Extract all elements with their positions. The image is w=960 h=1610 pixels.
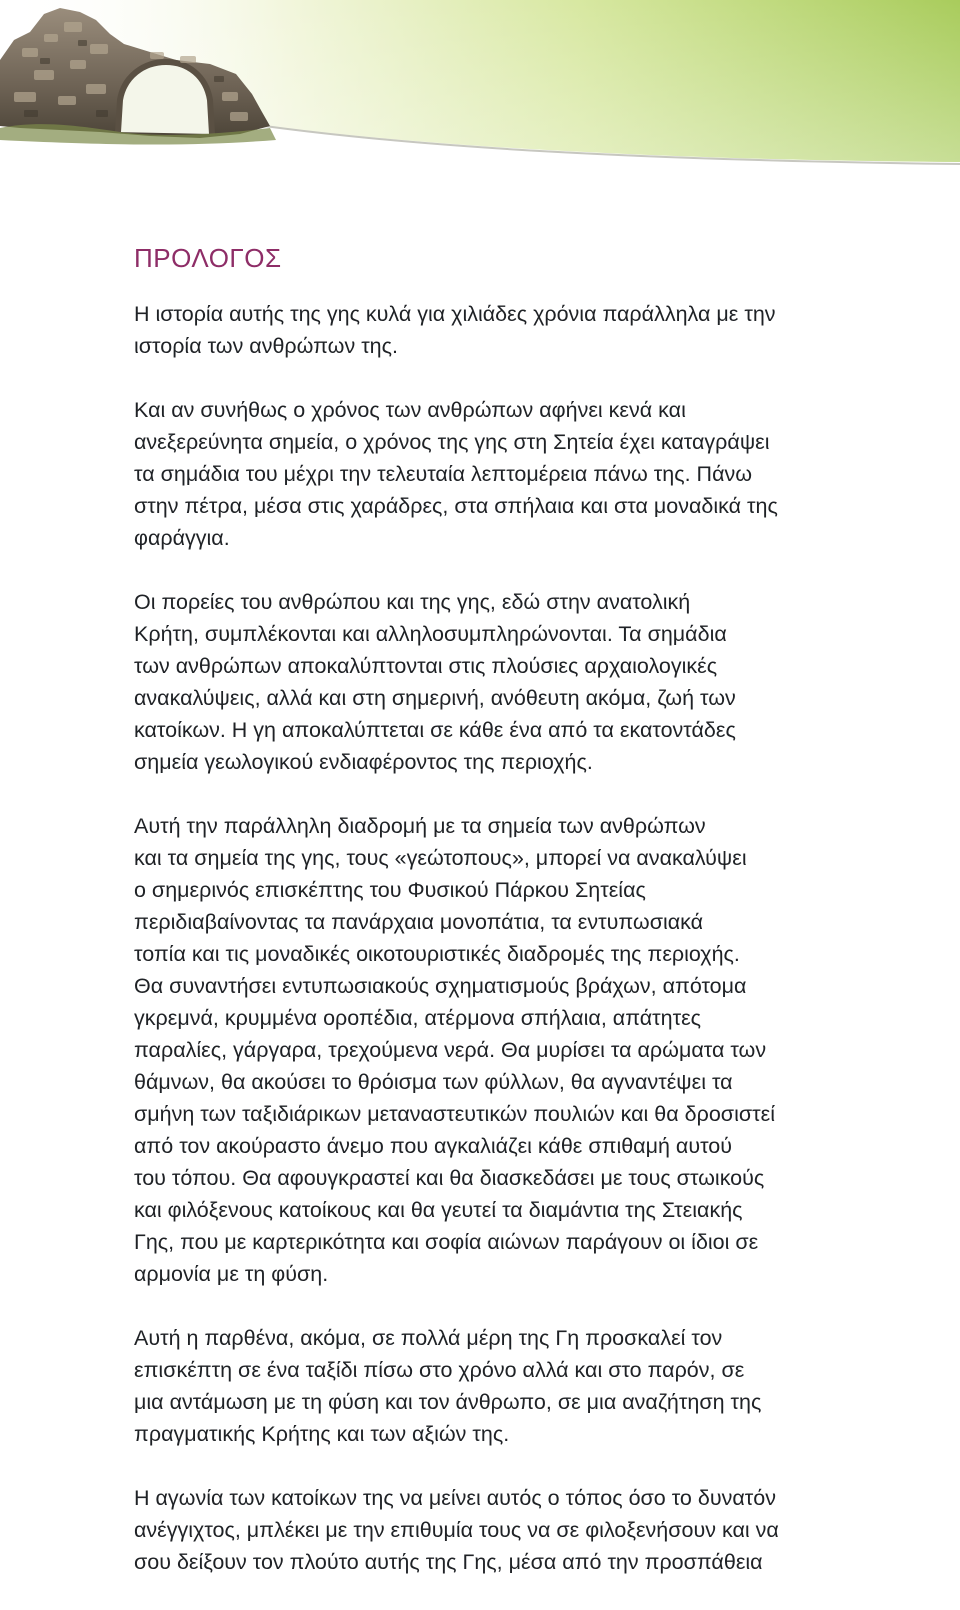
paragraph-line: γκρεμνά, κρυμμένα οροπέδια, ατέρμονα σπήλαια, απάτητες <box>134 1006 702 1030</box>
paragraph-line: των ανθρώπων αποκαλύπτονται στις πλούσιες αρχαιολογικές <box>134 654 718 678</box>
paragraph-2 <box>134 394 894 554</box>
paragraph-line: σμήνη των ταξιδιάρικων μεταναστευτικών πουλιών και θα δροσιστεί <box>134 1102 775 1126</box>
ruins-banner-image <box>0 0 960 170</box>
paragraph-line: από τον ακούραστο άνεμο που αγκαλιάζει κάθε σπιθαμή αυτού <box>134 1134 733 1158</box>
paragraph-line: ανεξερεύνητα σημεία, ο χρόνος της γης στη Σητεία έχει καταγράψει <box>134 430 770 454</box>
prologue-content <box>134 240 894 1610</box>
paragraph-line: τα σημάδια του μέχρι την τελευταία λεπτομέρεια πάνω της. Πάνω <box>134 462 753 486</box>
paragraph-line: Η αγωνία των κατοίκων της να μείνει αυτός ο τόπος όσο το δυνατόν <box>134 1486 776 1510</box>
paragraph-line: επισκέπτη σε ένα ταξίδι πίσω στο χρόνο αλλά και στο παρόν, σε <box>134 1358 745 1382</box>
paragraph-line: Αυτή την παράλληλη διαδρομή με τα σημεία των ανθρώπων <box>134 814 706 838</box>
paragraph-line: πραγματικής Κρήτης και των αξιών της. <box>134 1422 510 1446</box>
paragraph-4 <box>134 810 894 1290</box>
paragraph-line: Θα συναντήσει εντυπωσιακούς σχηματισμούς βράχων, απότομα <box>134 974 747 998</box>
paragraph-5 <box>134 1322 894 1450</box>
paragraph-line: ο σημερινός επισκέπτης του Φυσικού Πάρκου Σητείας <box>134 878 646 902</box>
paragraph-line: σημεία γεωλογικού ενδιαφέροντος της περιοχής. <box>134 750 593 774</box>
paragraph-line: στην πέτρα, μέσα στις χαράδρες, στα σπήλαια και στα μοναδικά της <box>134 494 778 518</box>
paragraph-line: Οι πορείες του ανθρώπου και της γης, εδώ στην ανατολική <box>134 590 691 614</box>
paragraph-6 <box>134 1482 894 1578</box>
paragraph-line: και τα σημεία της γης, τους «γεώτοπους», μπορεί να ανακαλύψει <box>134 846 747 870</box>
paragraph-line: κατοίκων. Η γη αποκαλύπτεται σε κάθε ένα από τα εκατοντάδες <box>134 718 736 742</box>
paragraph-line: του τόπου. Θα αφουγκραστεί και θα διασκεδάσει με τους στωικούς <box>134 1166 765 1190</box>
paragraph-line: θάμνων, θα ακούσει το θρόισμα των φύλλων, θα αγναντέψει τα <box>134 1070 733 1094</box>
paragraph-line: τοπία και τις μοναδικές οικοτουριστικές διαδρομές της περιοχής. <box>134 942 740 966</box>
paragraph-line: Κρήτη, συμπλέκονται και αλληλοσυμπληρώνονται. Τα σημάδια <box>134 622 727 646</box>
paragraph-1 <box>134 298 894 362</box>
paragraph-line: μια αντάμωση με τη φύση και τον άνθρωπο, σε μια αναζήτηση της <box>134 1390 762 1414</box>
paragraph-line: Αυτή η παρθένα, ακόμα, σε πολλά μέρη της Γη προσκαλεί τον <box>134 1326 723 1350</box>
paragraph-line: και φιλόξενους κατοίκους και θα γευτεί τα διαμάντια της Στειακής <box>134 1198 743 1222</box>
paragraph-line: ιστορία των ανθρώπων της. <box>134 334 398 358</box>
paragraph-line: Η ιστορία αυτής της γης κυλά για χιλιάδες χρόνια παράλληλα με την <box>134 302 776 326</box>
paragraph-line: ανέγγιχτος, μπλέκει με την επιθυμία τους να σε φιλοξενήσουν και να <box>134 1518 779 1542</box>
paragraph-line: αρμονία με τη φύση. <box>134 1262 329 1286</box>
paragraph-line: περιδιαβαίνοντας τα πανάρχαια μονοπάτια, τα εντυπωσιακά <box>134 910 704 934</box>
paragraph-line: ανακαλύψεις, αλλά και στη σημερινή, ανόθευτη ακόμα, ζωή των <box>134 686 736 710</box>
header-banner <box>0 0 960 170</box>
paragraph-line: φαράγγια. <box>134 526 230 550</box>
paragraph-line: σου δείξουν τον πλούτο αυτής της Γης, μέσα από την προσπάθεια <box>134 1550 763 1574</box>
page-title: ΠΡΟΛΟΓΟΣ <box>134 243 282 273</box>
paragraph-line: Και αν συνήθως ο χρόνος των ανθρώπων αφήνει κενά και <box>134 398 686 422</box>
paragraph-line: Γης, που με καρτερικότητα και σοφία αιώνων παράγουν οι ίδιοι σε <box>134 1230 759 1254</box>
paragraph-line: παραλίες, γάργαρα, τρεχούμενα νερά. Θα μυρίσει τα αρώματα των <box>134 1038 767 1062</box>
paragraph-3 <box>134 586 894 778</box>
